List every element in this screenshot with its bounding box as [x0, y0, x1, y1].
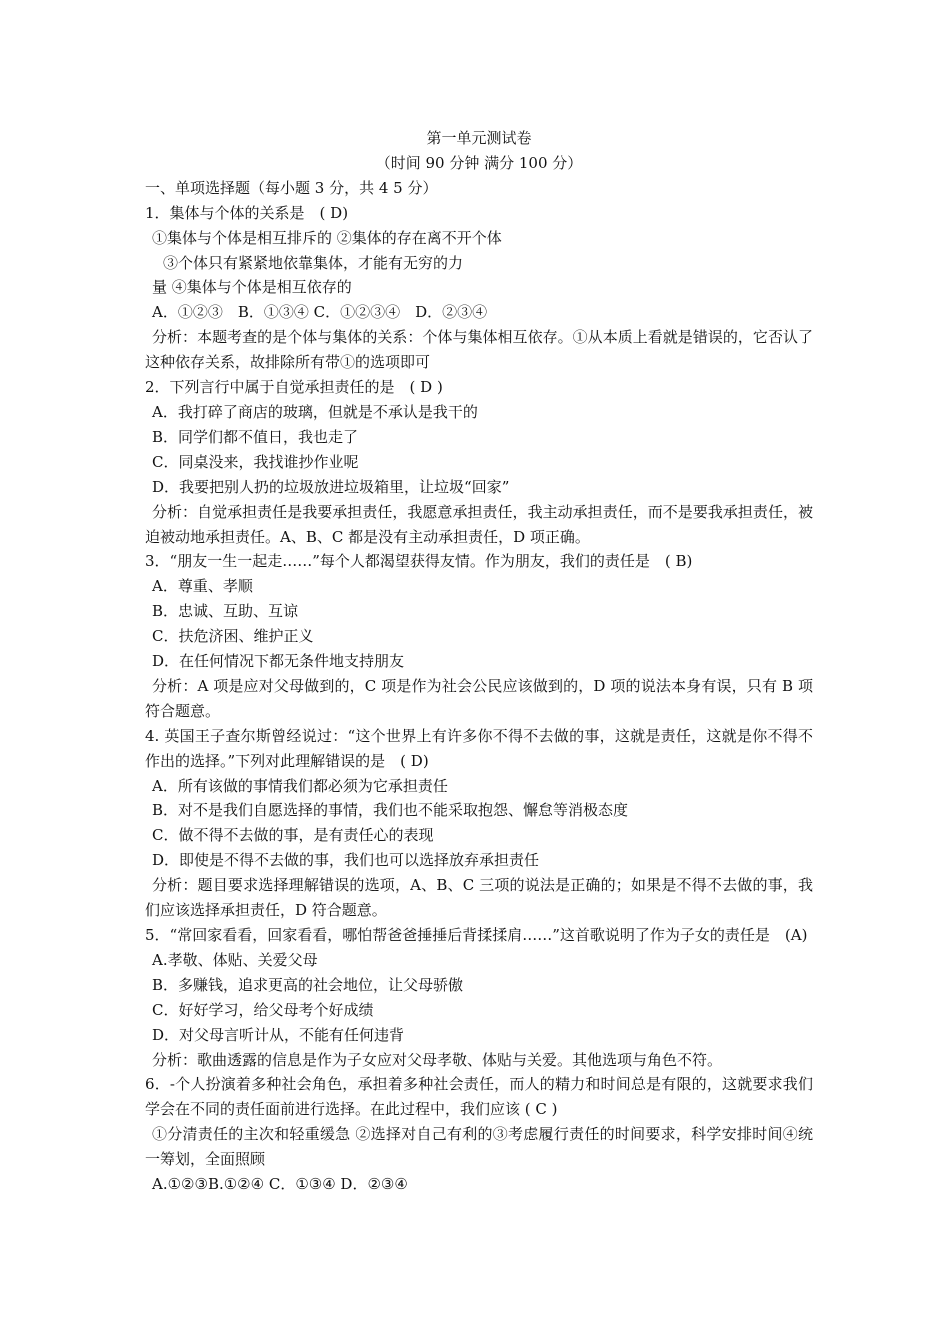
text-line: B．对不是我们自愿选择的事情，我们也不能采取抱怨、懈怠等消极态度 — [152, 801, 629, 820]
text-line: D．即使是不得不去做的事，我们也可以选择放弃承担责任 — [152, 851, 540, 870]
text-line: B．多赚钱，追求更高的社会地位，让父母骄傲 — [152, 975, 464, 994]
text-line: C．扶危济困、维护正义 — [152, 627, 314, 646]
text-line: ①分清责任的主次和轻重缓急 ②选择对自己有利的③考虑履行责任的时间要求，科学安排时间④统一筹划，全面照顾 — [145, 1125, 813, 1169]
text-line: 2．下列言行中属于自觉承担责任的是 ( D ) — [145, 378, 443, 397]
text-line: 量 ④集体与个体是相互依存的 — [152, 278, 352, 297]
text-line: A.①②③B.①②④ C．①③④ D．②③④ — [152, 1175, 408, 1194]
text-line: C．好好学习，给父母考个好成绩 — [152, 1000, 374, 1019]
text-line: ③个体只有紧紧地依靠集体，才能有无穷的力 — [163, 253, 464, 272]
text-line: 分析：本题考查的是个体与集体的关系：个体与集体相互依存。①从本质上看就是错误的，它否认了这种依存关系，故排除所有带①的选项即可 — [145, 328, 813, 372]
text-line: A．所有该做的事情我们都必须为它承担责任 — [152, 776, 448, 795]
text-line: 4. 英国王子查尔斯曾经说过：“这个世界上有许多你不得不去做的事，这就是责任，这就是你不得不作出的选择。”下列对此理解错误的是 ( D) — [145, 726, 813, 770]
document-page — [145, 126, 813, 1197]
text-line: D．我要把别人扔的垃圾放进垃圾箱里，让垃圾“回家” — [152, 477, 510, 496]
text-line: 1．集体与个体的关系是 ( D) — [145, 203, 349, 222]
text-line: 3．“朋友一生一起走……”每个人都渴望获得友情。作为朋友，我们的责任是 ( B) — [145, 552, 693, 571]
document-title: 第一单元测试卷 — [426, 129, 532, 147]
document-body — [145, 176, 813, 1197]
text-line: B．忠诚、互助、互谅 — [152, 602, 299, 621]
text-line: D．对父母言听计从，不能有任何违背 — [152, 1025, 405, 1044]
text-line: C．同桌没来，我找谁抄作业呢 — [152, 452, 359, 471]
text-line: B．同学们都不值日，我也走了 — [152, 427, 359, 446]
text-line: 分析：自觉承担责任是我要承担责任，我愿意承担责任，我主动承担责任，而不是要我承担责任，被迫被动地承担责任。A、B、C 都是没有主动承担责任，D 项正确。 — [145, 502, 813, 546]
text-line: 6．-个人扮演着多种社会角色，承担着多种社会责任，而人的精力和时间总是有限的，这就要求我们学会在不同的责任面前进行选择。在此过程中，我们应该 ( C ) — [145, 1075, 813, 1119]
document-subtitle: （时间 90 分钟 满分 100 分） — [375, 153, 583, 172]
text-line: A．①②③ B．①③④ C．①②③④ D．②③④ — [152, 303, 488, 322]
text-line: ①集体与个体是相互排斥的 ②集体的存在离不开个体 — [152, 228, 502, 247]
text-line: 一、单项选择题（每小题 3 分，共 4 5 分） — [145, 178, 438, 197]
text-line: C．做不得不去做的事，是有责任心的表现 — [152, 826, 434, 845]
text-line: A．尊重、孝顺 — [152, 577, 253, 596]
text-line: 5．“常回家看看，回家看看，哪怕帮爸爸捶捶后背揉揉肩……”这首歌说明了作为子女的责任是 (A) — [145, 926, 808, 944]
text-line: D．在任何情况下都无条件地支持朋友 — [152, 652, 405, 671]
text-line: A．我打碎了商店的玻璃，但就是不承认是我干的 — [152, 402, 478, 421]
text-line: 分析：歌曲透露的信息是作为子女应对父母孝敬、体贴与关爱。其他选项与角色不符。 — [152, 1050, 723, 1069]
text-line: A.孝敬、体贴、关爱父母 — [152, 950, 318, 969]
text-line: 分析：题目要求选择理解错误的选项，A、B、C 三项的说法是正确的；如果是不得不去做的事，我们应该选择承担责任，D 符合题意。 — [145, 876, 813, 920]
text-line: 分析：A 项是应对父母做到的，C 项是作为社会公民应该做到的，D 项的说法本身有误，只有 B 项符合题意。 — [145, 676, 813, 720]
